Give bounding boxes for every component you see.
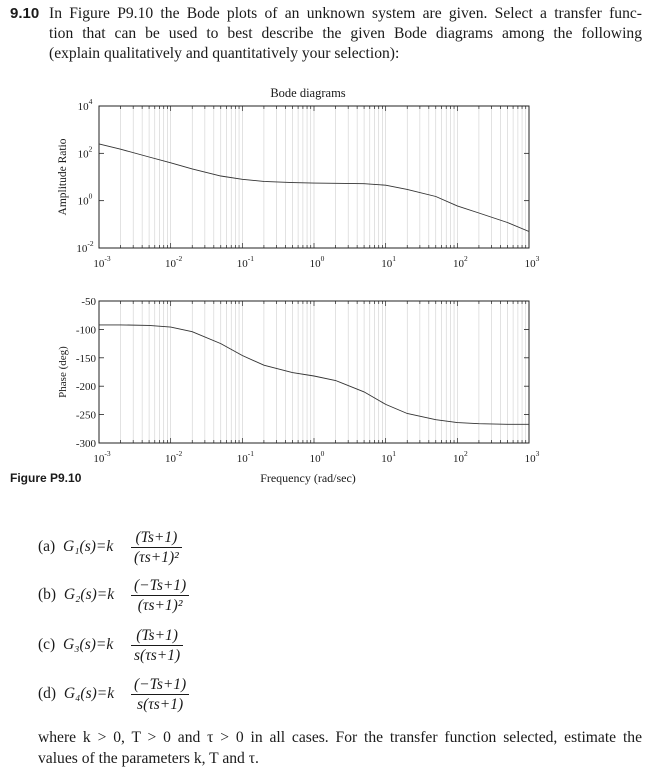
magnitude-y-tick-labels — [76, 97, 93, 255]
option-b-numerator: (−Ts+1) — [131, 576, 189, 596]
problem-line-2: tion that can be used to best describe the given Bode diagrams among the following — [49, 25, 642, 42]
phase-x-tick-label: $10^{-3}$ — [93, 449, 111, 465]
magnitude-x-tick-label: $10^{-1}$ — [236, 254, 254, 270]
problem-line-3: (explain qualitatively and quantitatively your selection): — [49, 45, 400, 62]
phase-x-tick-labels — [93, 449, 539, 465]
phase-x-tick-label: $10^1$ — [381, 449, 397, 465]
phase-y-tick-label: -150 — [75, 352, 96, 365]
magnitude-x-tick-label: $10^2$ — [452, 254, 468, 270]
phase-ylabel: Phase (deg) — [57, 346, 69, 398]
phase-y-tick-labels — [76, 296, 97, 450]
phase-y-tick-label: -300 — [75, 438, 96, 450]
option-b-fraction — [131, 576, 189, 615]
option-a-label — [38, 538, 113, 556]
magnitude-y-tick-label: $10^0$ — [77, 191, 93, 208]
phase-grid — [121, 301, 526, 443]
magnitude-x-tick-label: $10^3$ — [524, 254, 540, 270]
magnitude-y-tick-label: $10^{-2}$ — [76, 239, 94, 255]
option-c-denominator: s(τs+1) — [134, 647, 181, 664]
figure-caption: Figure P9.10 — [10, 471, 82, 485]
footer-text — [38, 727, 642, 769]
option-d-numerator: (−Ts+1) — [131, 675, 189, 695]
chart-title: Bode diagrams — [270, 86, 346, 100]
option-a-lhs: G₁(s)=k — [62, 538, 114, 555]
magnitude-x-tick-labels — [93, 254, 539, 270]
option-c-numerator: (Ts+1) — [131, 626, 183, 646]
phase-y-tick-label: -250 — [75, 409, 96, 422]
option-c-label — [38, 636, 113, 654]
option-b-letter: (b) — [38, 586, 57, 603]
option-d-fraction — [131, 675, 189, 714]
phase-x-tick-label: $10^0$ — [309, 449, 325, 465]
option-c-letter: (c) — [38, 636, 56, 653]
phase-y-tick-label: -50 — [81, 296, 96, 308]
magnitude-y-tick-label: $10^4$ — [77, 97, 93, 113]
option-d-lhs: G₄(s)=k — [63, 685, 115, 702]
option-b-lhs: G₂(s)=k — [63, 586, 115, 603]
footer-line-1: where k > 0, T > 0 and τ > 0 in all cases. For the transfer function selected, estimate the — [38, 729, 642, 746]
phase-x-tick-label: $10^{-1}$ — [236, 449, 254, 465]
option-c-lhs: G₃(s)=k — [62, 636, 114, 653]
magnitude-x-tick-label: $10^{-2}$ — [165, 254, 183, 270]
phase-x-tick-label: $10^2$ — [452, 449, 468, 465]
option-d-denominator: s(τs+1) — [137, 696, 184, 713]
option-c-fraction — [131, 626, 183, 665]
magnitude-x-tick-label: $10^{-3}$ — [93, 254, 111, 270]
magnitude-x-tick-label: $10^0$ — [309, 254, 325, 270]
option-d-label — [38, 685, 114, 703]
option-a-numerator: (Ts+1) — [131, 528, 182, 548]
phase-x-tick-label: $10^3$ — [524, 449, 540, 465]
frequency-xlabel: Frequency (rad/sec) — [260, 471, 356, 485]
footer-line-2: values of the parameters k, T and τ. — [38, 750, 259, 767]
magnitude-ylabel: Amplitude Ratio — [57, 138, 69, 216]
option-b-denominator: (τs+1)² — [137, 597, 183, 614]
magnitude-grid — [121, 106, 526, 248]
option-b-label — [38, 586, 114, 604]
magnitude-x-tick-label: $10^1$ — [381, 254, 397, 270]
problem-number: 9.10 — [10, 5, 40, 22]
problem-line-1: In Figure P9.10 the Bode plots of an unknown system are given. Select a transfer func- — [49, 5, 642, 22]
phase-y-tick-label: -100 — [75, 324, 96, 337]
option-a-fraction — [131, 528, 182, 567]
option-d-letter: (d) — [38, 685, 57, 702]
phase-x-tick-label: $10^{-2}$ — [165, 449, 183, 465]
option-a-denominator: (τs+1)² — [134, 549, 179, 566]
option-a-letter: (a) — [38, 538, 56, 555]
magnitude-y-tick-label: $10^2$ — [77, 144, 93, 161]
phase-y-tick-label: -200 — [75, 381, 96, 394]
